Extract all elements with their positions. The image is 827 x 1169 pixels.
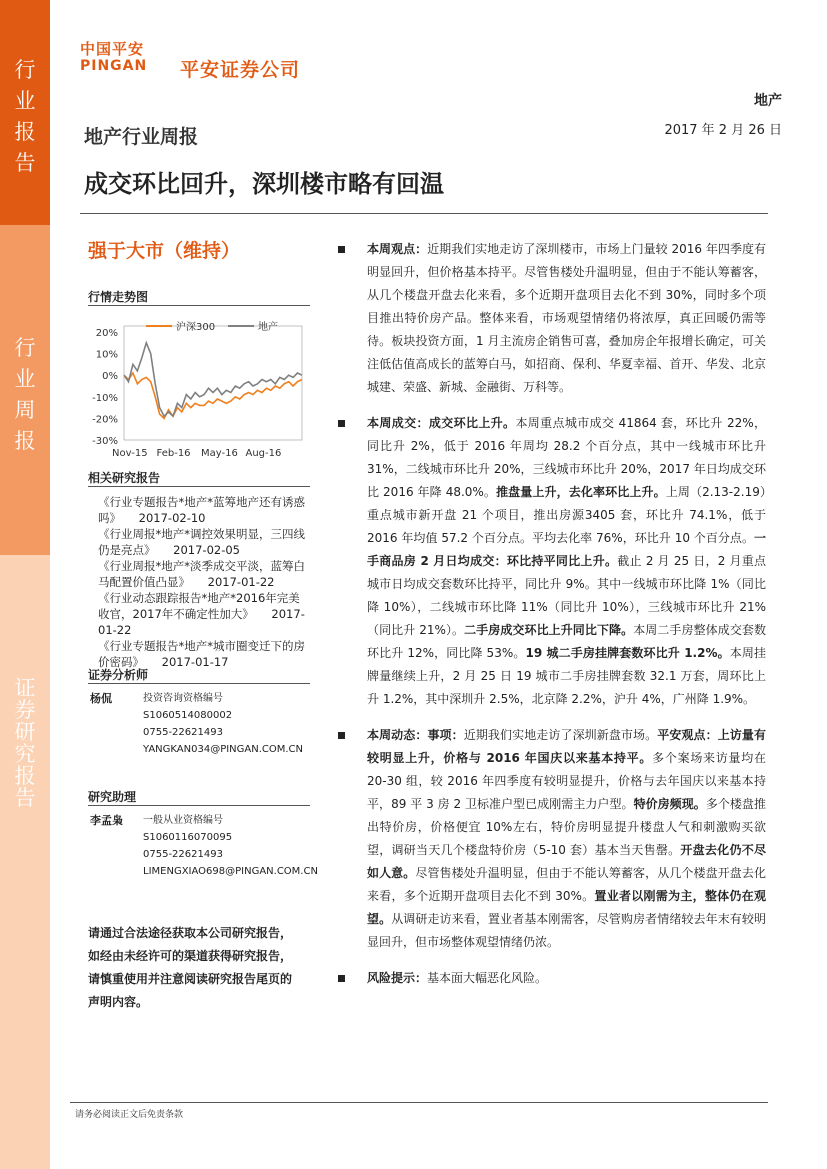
bullet-emphasis: 一手商品房 2 月日均成交：环比持平同比上升。 [367,531,766,568]
related-report-date: 2017-01-17 [161,655,229,669]
bullet-text: 从调研走访来看，置业者基本刚需客，尽管购房者情绪较去年末有较明显回升，但市场整体观望情绪仍浓。 [367,912,766,949]
x-tick-label: Feb-16 [156,448,191,459]
x-tick-label: May-16 [201,448,238,459]
bullet-text: 近期我们实地走访了深圳新盘市场。 [463,728,658,742]
pingan-logo: 中国平安 PINGAN [80,40,148,74]
bullet-square-icon [338,975,345,982]
related-report-title: 《行业专题报告*地产*蓝筹地产还有诱惑吗》 [98,495,305,525]
assistant-name: 李孟枭 [90,814,123,827]
bullet-text: 多个楼盘推出特价房，价格便宜 10%左右，特价房明显提升楼盘人气和刺激购买欲望，调研当天几个楼盘特价房（5-10 套）基本当天售罄。 [367,797,766,857]
bullet-paragraph [338,238,766,399]
related-report-date: 2017-02-05 [173,543,240,557]
footer-disclaimer: 请务必阅读正文后免责条款 [75,1110,184,1120]
bullet-paragraph [338,412,766,711]
bullet-text: 基本面大幅恶化风险。 [427,971,548,985]
bullet-emphasis: 19 城二手房挂牌套数环比升 1.2%。 [525,646,730,660]
series-line-csi300 [124,373,302,418]
company-name: 平安证券公司 [180,59,301,81]
y-tick-label: -30% [92,436,118,447]
y-tick-label: 20% [95,328,118,339]
bullet-square-icon [338,732,345,739]
bullet-square-icon [338,420,345,427]
y-tick-label: 10% [95,349,118,361]
price-trend-chart [88,312,310,462]
legend-label: 沪深300 [176,322,216,333]
bullet-emphasis: 二手房成交环比上升同比下降。 [464,623,634,637]
report-body [338,238,766,1003]
analyst-name: 杨侃 [90,692,112,705]
related-reports-title: 相关研究报告 [88,471,161,485]
sidebar-label-securities-research: 证 券 研 究 报 告 [0,555,50,1169]
bullet-text: 近期我们实地走访了深圳楼市，市场上门量较 2016 年四季度有明显回升，但价格基本持平。尽管售楼处升温明显，但由于不能认筹蓄客，从几个楼盘开盘去化来看，多个近期开盘项目去化不到 30%，同时多个项目推出特价房产品。整体来看，市场观望情绪仍将浓厚，真正回暖仍需等待。板块投资方面，1 月主流房企销售可喜，叠加房企年报增长确定，可关注低估值高成长的蓝筹白马，如招商、保利、华夏幸福、首开、华发、北京城建、荣盛、新城、金融街、万科等。 [367,242,766,394]
bullet-emphasis: 平安观点：上访量有较明显上升，价格与 2016 年国庆以来基本持平。 [367,728,766,765]
sidebar-label-weekly: 行 业 周 报 [0,225,50,555]
bullet-emphasis: 推盘量上升，去化率环比上升。 [496,485,666,499]
bullet-text: 截止 2 月 25 日，2 月重点城市日均成交套数环比持平，同比升 9%。其中一线城市环比降 1%（同比降 10%），二线城市环比降 11%（同比升 10%），三线城市环比升 21%（同比升 21%）。 [367,554,766,637]
y-tick-label: 0% [102,371,118,383]
related-report-title: 《行业动态跟踪报告*地产*2016年完美收官，2017年不确定性加大》 [98,591,300,621]
bullet-paragraph [338,724,766,954]
bullet-text: 本周二手房整体成交套数环比升 12%，同比降 53%。 [367,623,766,660]
related-reports-list [98,494,308,670]
bullet-text: 本周挂牌量继续上升，2 月 25 日 19 城市二手房挂牌套数 32.1 万套，周环比上升 1.2%，其中深圳升 2.5%，北京降 2.2%，沪升 4%，广州降 1.9%。 [367,646,766,706]
bullet-paragraph [338,967,766,990]
y-tick-label: -10% [92,392,118,404]
bullet-text: 本周重点城市成交 41864 套，环比升 22%，同比升 2%，低于 2016 年周均 28.2 个百分点，其中一线城市环比升 31%，二线城市环比升 20%，三线城市环比升 20%，2017 年日均成交环比 2016 年降 48.0%。 [367,416,766,499]
related-report-item[interactable] [98,494,308,526]
related-report-title: 《行业专题报告*地产*城市圈变迁下的房价密码》 [98,639,305,669]
section-divider [88,683,310,684]
related-report-title: 《行业周报*地产*调控效果明显，三四线仍是亮点》 [98,527,305,557]
bullet-emphasis: 本周成交：成交环比上升。 [367,416,516,430]
header-divider [80,213,768,214]
section-divider [88,805,310,806]
bullet-emphasis: 风险提示： [367,971,428,985]
side-bar [0,0,50,1169]
y-tick-label: -20% [92,414,118,426]
related-report-date: 2017-01-22 [98,607,305,637]
bullet-emphasis: 本周观点： [367,242,428,256]
chart-section-title: 行情走势图 [88,290,149,304]
bullet-square-icon [338,246,345,253]
footer-divider [70,1102,768,1103]
sidebar-label-industry-report: 行 业 报 告 [0,0,50,225]
bullet-emphasis: 本周动态：事项： [367,728,464,742]
x-tick-label: Aug-16 [245,448,282,459]
section-divider [88,305,310,306]
report-date: 2017 年 2 月 26 日 [664,123,782,138]
analyst-card [88,690,313,760]
related-report-item[interactable] [98,558,308,590]
series-line-property [124,343,302,416]
related-report-item[interactable] [98,526,308,558]
assistant-info: 一般从业资格编号 S1060116070095 0755-22621493 LIMENGXIAO698@PINGAN.COM.CN [143,812,318,880]
assistant-section-title: 研究助理 [88,790,137,804]
analyst-info: 投资咨询资格编号 S1060514080002 0755-22621493 YANGKAN034@PINGAN.COM.CN [143,690,303,758]
related-report-date: 2017-01-22 [207,575,275,589]
bullet-text: 尽管售楼处升温明显，但由于不能认筹蓄客，从几个楼盘开盘去化来看，多个近期开盘项目去化不到 30%。 [367,866,766,903]
legend-label: 地产 [258,322,278,333]
report-type: 地产行业周报 [84,126,199,148]
related-report-title: 《行业周报*地产*淡季成交平淡，蓝筹白马配置价值凸显》 [98,559,305,589]
related-report-item[interactable] [98,590,308,638]
assistant-email[interactable]: LIMENGXIAO698@PINGAN.COM.CN [143,866,318,877]
x-tick-label: Nov-15 [112,448,148,459]
section-divider [88,486,310,487]
bullet-emphasis: 特价房频现。 [633,797,706,811]
compliance-notice: 请通过合法途径获取本公司研究报告，如经由未经许可的渠道获得研究报告，请慎重使用并注意阅读研究报告尾页的声明内容。 [88,926,293,1009]
analyst-email[interactable]: YANGKAN034@PINGAN.COM.CN [143,744,304,755]
bullet-text: 多个案场来访量均在 20-30 组，较 2016 年四季度有较明显提升，价格与去年国庆以来基本持平，89 平 3 房 2 卫标准户型已成刚需主力户型。 [367,751,766,811]
sector-label: 地产 [754,93,782,109]
analyst-section-title: 证券分析师 [88,668,149,682]
bullet-text: 上周（2.13-2.19）重点城市新开盘 21 个项目，推出房源3405 套，环比升 74.1%，低于 2016 年均值 57.2 个百分点。平均去化率 76%，环比升 10 个百分点。 [367,485,766,545]
bullet-emphasis: 置业者以刚需为主，整体仍在观望。 [367,889,766,926]
rating: 强于大市（维持） [88,240,241,262]
page-title: 成交环比回升，深圳楼市略有回温 [84,170,444,198]
bullet-emphasis: 开盘去化仍不尽如人意。 [367,843,766,880]
assistant-card [88,812,318,882]
related-report-date: 2017-02-10 [138,511,206,525]
